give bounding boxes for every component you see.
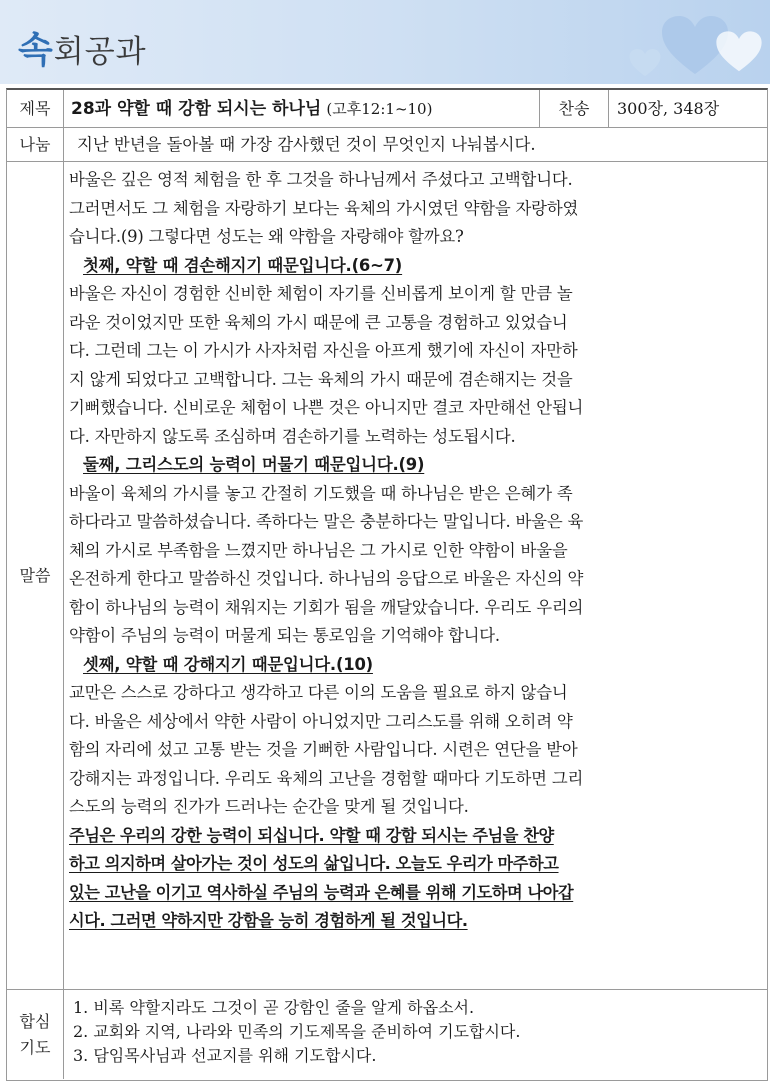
text-line: 지 않게 되었다고 고백합니다. 그는 육체의 가시 때문에 겸손해지는 것을 <box>69 369 573 389</box>
heart-icon <box>715 30 763 74</box>
prayer-label-line1: 합심 <box>19 1011 51 1031</box>
text-line: 스도의 능력의 진가가 드러나는 순간을 맞게 될 것입니다. <box>69 797 469 816</box>
lesson-title: 28과 약할 때 강함 되시는 하나님 <box>71 99 322 119</box>
page-title-rest: 회공과 <box>53 34 147 70</box>
prayer-label-line2: 기도 <box>19 1037 51 1057</box>
prayer-label <box>7 990 64 1079</box>
text-line: 온전하게 한다고 말씀하신 것입니다. 하나님의 응답으로 바울은 자신의 약 <box>69 569 584 588</box>
lesson-table <box>6 88 768 1081</box>
prayer-item: 2. 교회와 지역, 나라와 민족의 기도제목을 준비하여 기도합시다. <box>73 1022 521 1041</box>
text-line: 체의 가시로 부족함을 느꼈지만 하나님은 그 가시로 인한 약함이 바울을 <box>69 540 568 560</box>
text-line: 그러면서도 그 체험을 자랑하기 보다는 육체의 가시였던 약함을 자랑하였 <box>69 198 579 218</box>
text-line: 함의 자리에 섰고 고통 받는 것을 기뻐한 사람입니다. 시련은 연단을 받아 <box>69 740 578 759</box>
text-line: 다. 그런데 그는 이 가시가 사자처럼 자신을 아프게 했기에 자신이 자만하 <box>69 341 578 360</box>
word-body <box>69 166 761 936</box>
text-line: 기뻐했습니다. 신비로운 체험이 나쁜 것은 아니지만 결코 자만해선 안됩니 <box>69 398 584 417</box>
page-title-first: 속 <box>18 30 54 71</box>
word-label: 말씀 <box>7 162 64 989</box>
scripture-reference: (고후12:1~10) <box>326 100 433 118</box>
conclusion-line: 시다. 그러면 약하지만 강함을 능히 경험하게 될 것입니다. <box>69 911 468 930</box>
sharing-label: 나눔 <box>7 128 64 161</box>
text-line: 라운 것이었지만 또한 육체의 가시 때문에 큰 고통을 경험하고 있었습니 <box>69 312 568 332</box>
text-line: 하다라고 말씀하셨습니다. 족하다는 말은 충분하다는 말입니다. 바울은 육 <box>69 512 584 531</box>
prayer-row <box>7 990 767 1079</box>
prayer-item: 1. 비록 약할지라도 그것이 곧 강함인 줄을 알게 하옵소서. <box>73 998 475 1017</box>
prayer-list <box>73 996 761 1068</box>
section-heading-1: 첫째, 약할 때 겸손해지기 때문입니다.(6~7) <box>83 255 403 275</box>
word-row <box>7 162 767 990</box>
conclusion-line: 주님은 우리의 강한 능력이 되십니다. 약할 때 강함 되시는 주님을 찬양 <box>69 825 554 845</box>
text-line: 다. 바울은 세상에서 약한 사람이 아니었지만 그리스도를 위해 오히려 약 <box>69 711 573 731</box>
conclusion-line: 있는 고난을 이기고 역사하실 주님의 능력과 은혜를 위해 기도하며 나아갑 <box>69 882 574 902</box>
text-line: 바울이 육체의 가시를 놓고 간절히 기도했을 때 하나님은 받은 은혜가 족 <box>69 483 573 503</box>
page-title <box>18 22 147 73</box>
prayer-item: 3. 담임목사님과 선교지를 위해 기도합시다. <box>73 1046 377 1065</box>
title-label: 제목 <box>7 90 64 127</box>
text-line: 교만은 스스로 강하다고 생각하고 다른 이의 도움을 필요로 하지 않습니 <box>69 683 568 702</box>
text-line: 습니다.(9) 그렇다면 성도는 왜 약함을 자랑해야 할까요? <box>69 227 464 246</box>
title-row <box>7 90 767 128</box>
sharing-row <box>7 128 767 162</box>
text-line: 약함이 주님의 능력이 머물게 되는 통로임을 기억해야 합니다. <box>69 626 500 645</box>
sharing-text: 지난 반년을 돌아볼 때 가장 감사했던 것이 무엇인지 나눠봅시다. <box>77 135 536 154</box>
hymn-label: 찬송 <box>558 99 590 118</box>
hymn-numbers: 300장, 348장 <box>617 99 720 118</box>
header-banner <box>0 0 770 84</box>
text-line: 다. 자만하지 않도록 조심하며 겸손하기를 노력하는 성도됩시다. <box>69 426 516 446</box>
heart-icon <box>628 48 662 78</box>
conclusion-line: 하고 의지하며 살아가는 것이 성도의 삶입니다. 오늘도 우리가 마주하고 <box>69 854 559 873</box>
section-heading-3: 셋째, 약할 때 강해지기 때문입니다.(10) <box>83 654 373 674</box>
text-line: 함이 하나님의 능력이 채워지는 기회가 됨을 깨달았습니다. 우리도 우리의 <box>69 597 584 617</box>
section-heading-2: 둘째, 그리스도의 능력이 머물기 때문입니다.(9) <box>83 455 425 474</box>
text-line: 바울은 자신이 경험한 신비한 체험이 자기를 신비롭게 보이게 할 만큼 놀 <box>69 284 573 303</box>
text-line: 바울은 깊은 영적 체험을 한 후 그것을 하나님께서 주셨다고 고백합니다. <box>69 170 573 189</box>
text-line: 강해지는 과정입니다. 우리도 육체의 고난을 경험할 때마다 기도하면 그리 <box>69 768 584 788</box>
